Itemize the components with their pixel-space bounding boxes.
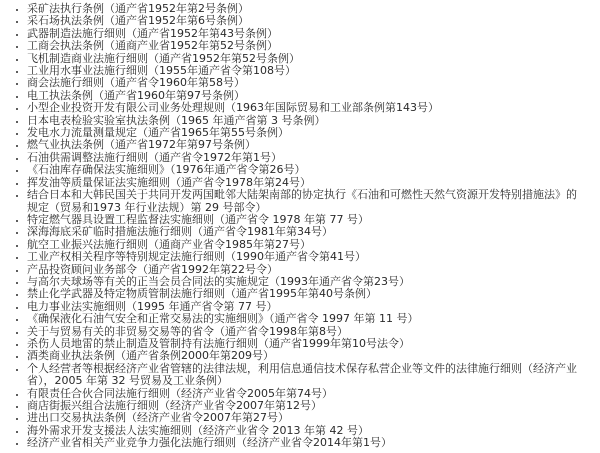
list-item: • 海外需求开发支援法人法实施细则（经济产业省令 2013 年第 42 号） <box>27 425 586 437</box>
list-item: • 燃气业执法条例（通产省1972年第97号条例） <box>27 139 586 151</box>
list-item: • 工业产权相关程序等特别规定法施行细则（1990年通产省令第41号） <box>27 251 586 263</box>
list-item: • 深海海底采矿临时措施法施行细则（通产省令1981年第34号） <box>27 226 586 238</box>
list-item: • 电力事业法实施细则（1995 年通产省令第 77 号） <box>27 301 586 313</box>
list-item: • 《确保液化石油气安全和正常交易法的实施细则》（通产省令 1997 年第 11 号） <box>27 313 586 325</box>
list-item: • 飞机制造商业法施行细则（通产省1952年第52号条例） <box>27 53 586 65</box>
list-item: • 工业用水事业法施行细则（1955年通产省令第108号） <box>27 65 586 77</box>
list-item: • 工商会执法条例（通商产业省1952年第52号条例） <box>27 40 586 52</box>
list-item: • 石油供需调整法施行细则（通产省令1972年第1号） <box>27 152 586 164</box>
list-item: • 产品投资顾问业务部令（通产省1992年第22号令） <box>27 264 586 276</box>
list-item: • 发电水力流量测量规定（通产省1965年第55号条例） <box>27 127 586 139</box>
list-item: • 经济产业省相关产业竞争力强化法施行细则（经济产业省令2014年第1号） <box>27 437 586 449</box>
list-item: • 电工执法条例（通产省1960年第97号条例） <box>27 90 586 102</box>
list-item: • 商店街振兴组合法施行细则（经济产业省令2007年第12号） <box>27 400 586 412</box>
list-item: • 与高尔夫球场等有关的正当会员合同法的实施规定（1993年通产省令第23号） <box>27 276 586 288</box>
list-item: • 杀伤人员地雷的禁止制造及管制持有法施行细则（通产省1999年第10号法令） <box>27 338 586 350</box>
list-item: • 《石油库存确保法实施细则》（1976年通产省令第26号） <box>27 164 586 176</box>
list-item: • 特定燃气器具设置工程监督法实施细则（通产省令 1978 年第 77 号） <box>27 214 586 226</box>
list-item: • 商会法施行细则（通产省令1960年第58号） <box>27 77 586 89</box>
list-item: • 武器制造法施行细则（通产省1952年第43号条例） <box>27 28 586 40</box>
list-item: • 采石场执法条例（通产省1952年第6号条例） <box>27 15 586 27</box>
list-item: • 酒类商业执法条例（通产省条例2000年第209号） <box>27 350 586 362</box>
list-item: • 挥发油等质量保证法实施细则（通产省令1978年第24号） <box>27 177 586 189</box>
list-item: • 有限责任合伙合同法施行细则（经济产业省令2005年第74号） <box>27 388 586 400</box>
list-item: • 禁止化学武器及特定物质管制法施行细则（通产省1995年第40号条例） <box>27 288 586 300</box>
list-item: • 小型企业投资开发有限公司业务处理规则（1963年国际贸易和工业部条例第143号） <box>27 102 586 114</box>
list-item: • 进出口交易执法条例（经济产业省令2007年第27号） <box>27 412 586 424</box>
list-item: • 结合日本和大韩民国关于共同开发两国毗邻大陆架南部的协定执行《石油和可燃性天然气资源开发特别措施法》的规定（贸易和1973 年行业法规）第 29 号部令） <box>27 189 586 214</box>
list-item: • 关于与贸易有关的非贸易交易等的省令（通产省令1998年第8号） <box>27 326 586 338</box>
list-item: • 航空工业振兴法施行细则（通商产业省令1985年第27号） <box>27 239 586 251</box>
list-item: • 日本电表检验实验室执法条例（1965 年通产省第 3 号条例） <box>27 115 586 127</box>
list-item: • 采矿法执行条例（通产省1952年第2号条例） <box>27 3 586 15</box>
list-item: • 个人经营者等根据经济产业省管辖的法律法规，利用信息通信技术保存私营企业等文件的法律施行细则（经济产业省），2005 年第 32 号贸易及工业条例） <box>27 363 586 388</box>
